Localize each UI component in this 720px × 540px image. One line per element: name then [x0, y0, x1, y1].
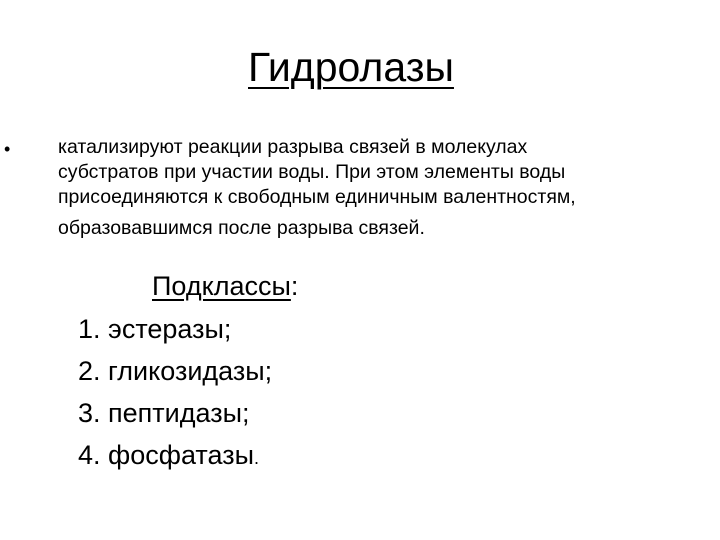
list-item-number: 3. — [78, 398, 101, 428]
list-item-number: 2. — [78, 356, 101, 386]
paragraph-line: образовавшимся после разрыва связей. — [58, 217, 425, 239]
list-item-number: 1. — [78, 314, 101, 344]
slide-title-text: Гидролазы — [248, 44, 454, 90]
paragraph-line: субстратов при участии воды. При этом элементы воды — [58, 161, 566, 183]
slide-title — [248, 42, 454, 92]
paragraph-line: катализируют реакции разрыва связей в молекулах — [58, 136, 528, 158]
bullet-icon: • — [4, 139, 11, 159]
list-item-tail: . — [253, 448, 259, 468]
list-item — [78, 350, 272, 392]
subclasses-colon: : — [290, 271, 299, 301]
list-item-text: фосфатазы — [108, 440, 254, 470]
list-item-text: эстеразы; — [108, 314, 232, 344]
list-item — [78, 308, 272, 350]
list-item-text: пептидазы; — [108, 398, 250, 428]
subclasses-heading — [152, 267, 298, 305]
list-item — [78, 392, 272, 434]
description-paragraph — [58, 135, 708, 241]
subclasses-label: Подклассы — [152, 271, 291, 301]
paragraph-line: присоединяются к свободным единичным валентностям, — [58, 186, 576, 208]
list-item — [78, 434, 272, 479]
subclasses-list — [78, 308, 272, 479]
list-item-text: гликозидазы; — [108, 356, 273, 386]
list-item-number: 4. — [78, 440, 101, 470]
